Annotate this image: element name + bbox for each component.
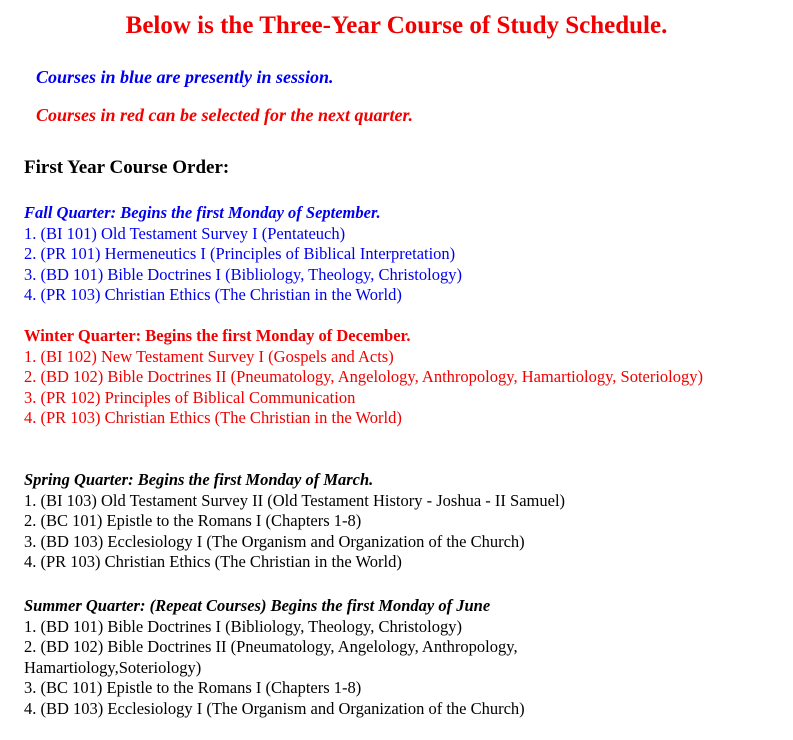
summer-quarter-heading: Summer Quarter: (Repeat Courses) Begins the first Monday of June: [24, 596, 491, 615]
fall-quarter-section: [24, 203, 764, 306]
fall-course-list: [24, 224, 764, 306]
course-item: 2. (BD 102) Bible Doctrines II (Pneumatology, Angelology, Anthropology, Hamartiology, Soteriology): [24, 367, 704, 386]
winter-quarter-section: [24, 326, 764, 429]
course-item: 3. (PR 102) Principles of Biblical Communication: [24, 387, 356, 407]
page-title: Below is the Three-Year Course of Study Schedule.: [125, 12, 668, 39]
summer-quarter-section: [24, 596, 764, 719]
legend-in-session: Courses in blue are presently in session.: [36, 67, 334, 87]
spring-quarter-section: [24, 470, 764, 573]
winter-course-list: [24, 347, 764, 429]
course-item: 4. (BD 103) Ecclesiology I (The Organism and Organization of the Church): [24, 698, 525, 718]
course-item: 4. (PR 103) Christian Ethics (The Christian in the World): [24, 285, 402, 304]
course-item: 2. (BD 102) Bible Doctrines II (Pneumatology, Angelology, Anthropology, Hamartiology,Soteriology): [24, 637, 518, 677]
winter-quarter-heading: Winter Quarter: Begins the first Monday of December.: [24, 326, 411, 345]
first-year-heading: First Year Course Order:: [24, 157, 230, 178]
course-item: 1. (BD 101) Bible Doctrines I (Bibliology, Theology, Christology): [24, 616, 462, 636]
course-item: 1. (BI 103) Old Testament Survey II (Old Testament History - Joshua - II Samuel): [24, 490, 566, 510]
spring-course-list: [24, 491, 764, 573]
course-item: 1. (BI 101) Old Testament Survey I (Pentateuch): [24, 223, 346, 243]
spring-quarter-heading: Spring Quarter: Begins the first Monday of March.: [24, 470, 374, 489]
summer-course-list: [24, 617, 624, 720]
course-item: 2. (BC 101) Epistle to the Romans I (Chapters 1-8): [24, 511, 362, 530]
course-item: 2. (PR 101) Hermeneutics I (Principles of Biblical Interpretation): [24, 244, 456, 263]
course-item: 3. (BD 103) Ecclesiology I (The Organism and Organization of the Church): [24, 531, 525, 551]
fall-quarter-heading: Fall Quarter: Begins the first Monday of September.: [24, 203, 381, 222]
course-item: 4. (PR 103) Christian Ethics (The Christian in the World): [24, 552, 402, 571]
legend-next-quarter: Courses in red can be selected for the next quarter.: [36, 105, 413, 125]
course-item: 4. (PR 103) Christian Ethics (The Christian in the World): [24, 408, 402, 427]
course-item: 1. (BI 102) New Testament Survey I (Gospels and Acts): [24, 346, 394, 366]
course-item: 3. (BC 101) Epistle to the Romans I (Chapters 1-8): [24, 678, 362, 697]
course-item: 3. (BD 101) Bible Doctrines I (Bibliology, Theology, Christology): [24, 264, 462, 284]
